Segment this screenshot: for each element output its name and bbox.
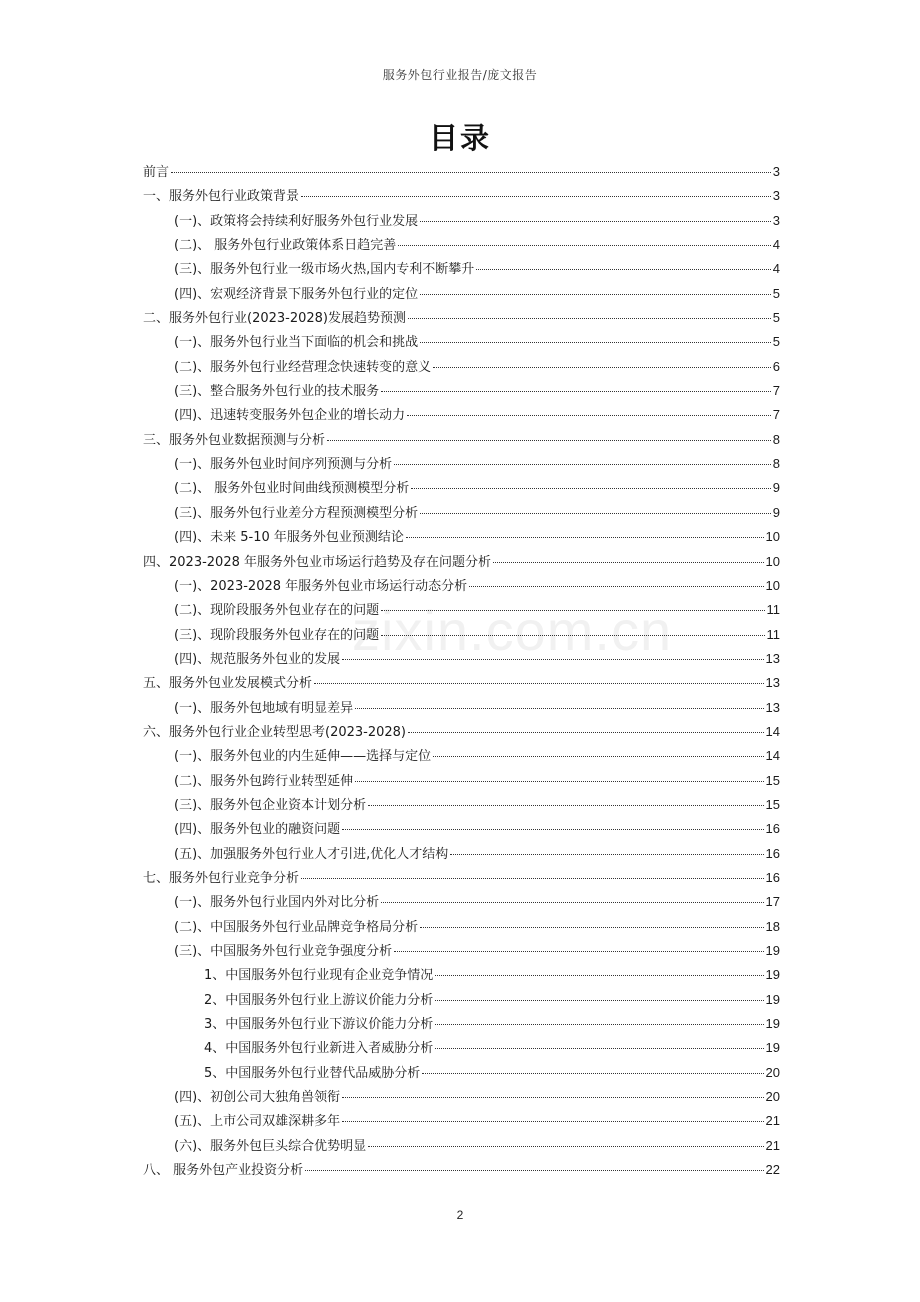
dot-leader	[368, 1146, 763, 1147]
toc-entry[interactable]	[143, 793, 780, 817]
toc-entry-page: 6	[772, 358, 780, 374]
toc-entry-page: 19	[765, 991, 780, 1007]
dot-leader	[420, 294, 771, 295]
toc-entry-page: 16	[765, 821, 780, 837]
toc-entry[interactable]	[143, 160, 780, 184]
dot-leader	[408, 318, 771, 319]
watermark: zixin.com.cn	[352, 599, 673, 662]
toc-entry-page: 8	[772, 456, 780, 472]
dot-leader	[420, 513, 771, 514]
toc-entry-page: 10	[765, 529, 780, 545]
toc-entry-page: 10	[765, 577, 780, 593]
toc-entry[interactable]	[143, 647, 780, 671]
dot-leader	[435, 1000, 763, 1001]
toc-entry[interactable]	[143, 1085, 780, 1109]
toc-entry[interactable]	[143, 720, 780, 744]
toc-entry-title: (三)、服务外包行业差分方程预测模型分析	[174, 505, 419, 521]
toc-entry-title: (四)、宏观经济背景下服务外包行业的定位	[174, 286, 419, 302]
toc-entry-page: 15	[765, 772, 780, 788]
toc-entry-title: (五)、加强服务外包行业人才引进,优化人才结构	[174, 846, 449, 862]
toc-entry[interactable]	[143, 257, 780, 281]
toc-entry-page: 16	[765, 869, 780, 885]
dot-leader	[398, 245, 770, 246]
toc-entry-title: 三、服务外包业数据预测与分析	[143, 432, 326, 448]
toc-entry-title: (一)、服务外包业的内生延伸——选择与定位	[174, 749, 432, 765]
dot-leader	[342, 1097, 763, 1098]
dot-leader	[394, 464, 771, 465]
toc-entry-title: (四)、服务外包业的融资问题	[174, 822, 341, 838]
dot-leader	[406, 537, 764, 538]
dot-leader	[342, 1121, 763, 1122]
dot-leader	[305, 1170, 763, 1171]
toc-entry-page: 15	[765, 796, 780, 812]
dot-leader	[420, 342, 771, 343]
toc-entry[interactable]	[143, 476, 780, 500]
toc-entry-page: 11	[766, 626, 780, 642]
toc-entry[interactable]	[143, 233, 780, 257]
dot-leader	[394, 951, 763, 952]
toc-entry[interactable]	[143, 671, 780, 695]
toc-entry-page: 4	[772, 261, 780, 277]
toc-entry[interactable]	[143, 550, 780, 574]
page-number: 2	[456, 1208, 464, 1222]
toc-entry-page: 13	[765, 699, 780, 715]
dot-leader	[327, 440, 771, 441]
toc-entry[interactable]	[143, 209, 780, 233]
toc-entry-title: (三)、现阶段服务外包业存在的问题	[174, 627, 380, 643]
toc-entry[interactable]	[143, 623, 780, 647]
toc-entry-page: 10	[765, 553, 780, 569]
dot-leader	[433, 756, 763, 757]
toc-entry-page: 19	[765, 943, 780, 958]
toc-entry[interactable]	[143, 428, 780, 452]
toc-entry-title: (二)、 服务外包行业政策体系日趋完善	[174, 238, 397, 254]
toc-entry-title: 一、服务外包行业政策背景	[143, 189, 300, 205]
toc-entry-page: 18	[765, 918, 780, 934]
dot-leader	[450, 854, 763, 855]
toc-entry-page: 5	[772, 334, 780, 350]
toc-entry[interactable]	[143, 574, 780, 598]
dot-leader	[301, 196, 771, 197]
toc-entry-page: 21	[765, 1137, 780, 1153]
running-header: 服务外包行业报告/庞文报告	[382, 68, 538, 82]
toc-entry-page: 22	[765, 1162, 780, 1178]
toc-entry-page: 19	[765, 967, 780, 983]
toc-entry-page: 11	[766, 602, 780, 618]
toc-entry-title: 四、2023-2028 年服务外包业市场运行趋势及存在问题分析	[143, 554, 491, 570]
toc-entry[interactable]	[143, 501, 780, 525]
toc-entry-page: 19	[765, 1016, 780, 1032]
dot-leader	[355, 708, 763, 709]
toc-entry[interactable]	[143, 842, 780, 866]
toc-entry-title: (四)、初创公司大独角兽领衔	[174, 1090, 341, 1106]
dot-leader	[355, 781, 763, 782]
toc-title: 目录	[428, 121, 491, 155]
toc-entry-title: (四)、规范服务外包业的发展	[174, 651, 341, 667]
toc-entry[interactable]	[143, 890, 780, 914]
toc-entry[interactable]	[143, 769, 780, 793]
dot-leader	[422, 1073, 763, 1074]
toc-entry-page: 7	[772, 383, 780, 399]
toc-entry[interactable]	[143, 355, 780, 379]
toc-entry-page: 3	[772, 188, 780, 204]
dot-leader	[420, 221, 771, 222]
toc-entry-page: 9	[772, 480, 780, 496]
toc-entry-title: (一)、服务外包业时间序列预测与分析	[174, 457, 393, 473]
toc-entry[interactable]	[143, 939, 780, 963]
dot-leader	[381, 391, 771, 392]
toc-entry-title: (一)、政策将会持续利好服务外包行业发展	[174, 213, 419, 229]
dot-leader	[435, 1048, 763, 1049]
toc-entry-page: 20	[765, 1064, 780, 1080]
toc-entry-page: 14	[765, 723, 780, 739]
toc-entry-page: 13	[765, 650, 780, 666]
toc-entry-page: 14	[765, 748, 780, 764]
toc-entry[interactable]	[143, 696, 780, 720]
toc-entry[interactable]	[143, 330, 780, 354]
toc-entry-page: 3	[772, 212, 780, 228]
toc-entry-page: 19	[765, 1040, 780, 1056]
dot-leader	[435, 1024, 763, 1025]
toc-entry-title: 5、中国服务外包行业替代品威胁分析	[204, 1065, 421, 1081]
dot-leader	[408, 732, 764, 733]
toc-entry-page: 5	[772, 310, 780, 326]
dot-leader	[469, 586, 763, 587]
toc-entry-title: (三)、中国服务外包行业竞争强度分析	[174, 944, 393, 959]
toc-entry[interactable]	[143, 525, 780, 549]
toc-entry-title: (二)、服务外包行业经营理念快速转变的意义	[174, 359, 432, 375]
toc-entry-title: 七、服务外包行业竞争分析	[143, 870, 300, 886]
toc-entry-page: 8	[772, 431, 780, 447]
toc-entry-page: 17	[765, 894, 780, 910]
toc-entry-title: (二)、中国服务外包行业品牌竞争格局分析	[174, 919, 419, 935]
toc-entry[interactable]	[143, 744, 780, 768]
toc-entry[interactable]	[143, 866, 780, 890]
toc-entry-title: 1、中国服务外包行业现有企业竞争情况	[204, 968, 434, 984]
toc-entry[interactable]	[143, 963, 780, 987]
toc-entry-title: (五)、上市公司双雄深耕多年	[174, 1114, 341, 1130]
toc-entry[interactable]	[143, 1036, 780, 1060]
toc-entry-page: 21	[765, 1113, 780, 1129]
dot-leader	[342, 659, 763, 660]
toc-entry[interactable]	[143, 1109, 780, 1133]
toc-entry[interactable]	[143, 1012, 780, 1036]
toc-entry-title: (二)、现阶段服务外包业存在的问题	[174, 603, 380, 619]
toc-entry-page: 7	[772, 407, 780, 423]
toc-entry-page: 9	[772, 504, 780, 520]
toc-entry-title: 前言	[143, 165, 170, 180]
dot-leader	[476, 269, 770, 270]
dot-leader	[381, 610, 764, 611]
toc-entry-title: 4、中国服务外包行业新进入者威胁分析	[204, 1041, 434, 1057]
toc-entry[interactable]	[143, 403, 780, 427]
toc-entry-title: (三)、服务外包企业资本计划分析	[174, 797, 367, 813]
toc-entry-title: 二、服务外包行业(2023-2028)发展趋势预测	[143, 311, 407, 327]
toc-entry[interactable]	[143, 379, 780, 403]
toc-entry-title: 六、服务外包行业企业转型思考(2023-2028)	[143, 724, 407, 740]
dot-leader	[342, 829, 763, 830]
dot-leader	[301, 878, 764, 879]
dot-leader	[314, 683, 764, 684]
toc-entry[interactable]	[143, 915, 780, 939]
toc-entry-title: (三)、服务外包行业一级市场火热,国内专利不断攀升	[174, 262, 475, 278]
toc-entry-title: (三)、整合服务外包行业的技术服务	[174, 384, 380, 400]
toc-entry-page: 16	[765, 845, 780, 861]
toc-entry-title: (四)、迅速转变服务外包企业的增长动力	[174, 408, 406, 424]
toc-entry[interactable]	[143, 1158, 780, 1182]
toc-entry-title: 五、服务外包业发展模式分析	[143, 676, 313, 692]
toc-entry-title: (二)、服务外包跨行业转型延伸	[174, 773, 354, 789]
table-of-contents	[143, 160, 780, 1182]
dot-leader	[381, 635, 764, 636]
toc-entry[interactable]	[143, 282, 780, 306]
dot-leader	[420, 927, 763, 928]
toc-entry-page: 5	[772, 285, 780, 301]
toc-entry-title: 2、中国服务外包行业上游议价能力分析	[204, 992, 434, 1008]
dot-leader	[407, 415, 771, 416]
toc-entry-title: (四)、未来 5-10 年服务外包业预测结论	[174, 530, 404, 546]
toc-entry-title: (六)、服务外包巨头综合优势明显	[174, 1138, 367, 1154]
toc-entry-title: 3、中国服务外包行业下游议价能力分析	[204, 1017, 434, 1033]
dot-leader	[433, 367, 771, 368]
dot-leader	[493, 562, 764, 563]
toc-entry[interactable]	[143, 184, 780, 208]
toc-entry[interactable]	[143, 1134, 780, 1158]
toc-entry-title: 八、 服务外包产业投资分析	[143, 1163, 304, 1179]
dot-leader	[171, 172, 771, 173]
toc-entry-page: 3	[772, 164, 780, 179]
toc-entry-title: (一)、服务外包地域有明显差异	[174, 700, 354, 716]
toc-entry-title: (二)、 服务外包业时间曲线预测模型分析	[174, 481, 410, 497]
toc-entry[interactable]	[143, 598, 780, 622]
toc-entry[interactable]	[143, 988, 780, 1012]
dot-leader	[435, 975, 763, 976]
toc-entry[interactable]	[143, 452, 780, 476]
toc-entry[interactable]	[143, 1061, 780, 1085]
toc-entry-title: (一)、服务外包行业当下面临的机会和挑战	[174, 335, 419, 351]
dot-leader	[381, 902, 763, 903]
dot-leader	[411, 488, 770, 489]
toc-entry[interactable]	[143, 817, 780, 841]
toc-entry[interactable]	[143, 306, 780, 330]
toc-entry-title: (一)、服务外包行业国内外对比分析	[174, 895, 380, 911]
dot-leader	[368, 805, 763, 806]
toc-entry-title: (一)、2023-2028 年服务外包业市场运行动态分析	[174, 578, 468, 594]
toc-entry-page: 13	[765, 675, 780, 691]
toc-entry-page: 4	[772, 237, 780, 253]
toc-entry-page: 20	[765, 1089, 780, 1105]
